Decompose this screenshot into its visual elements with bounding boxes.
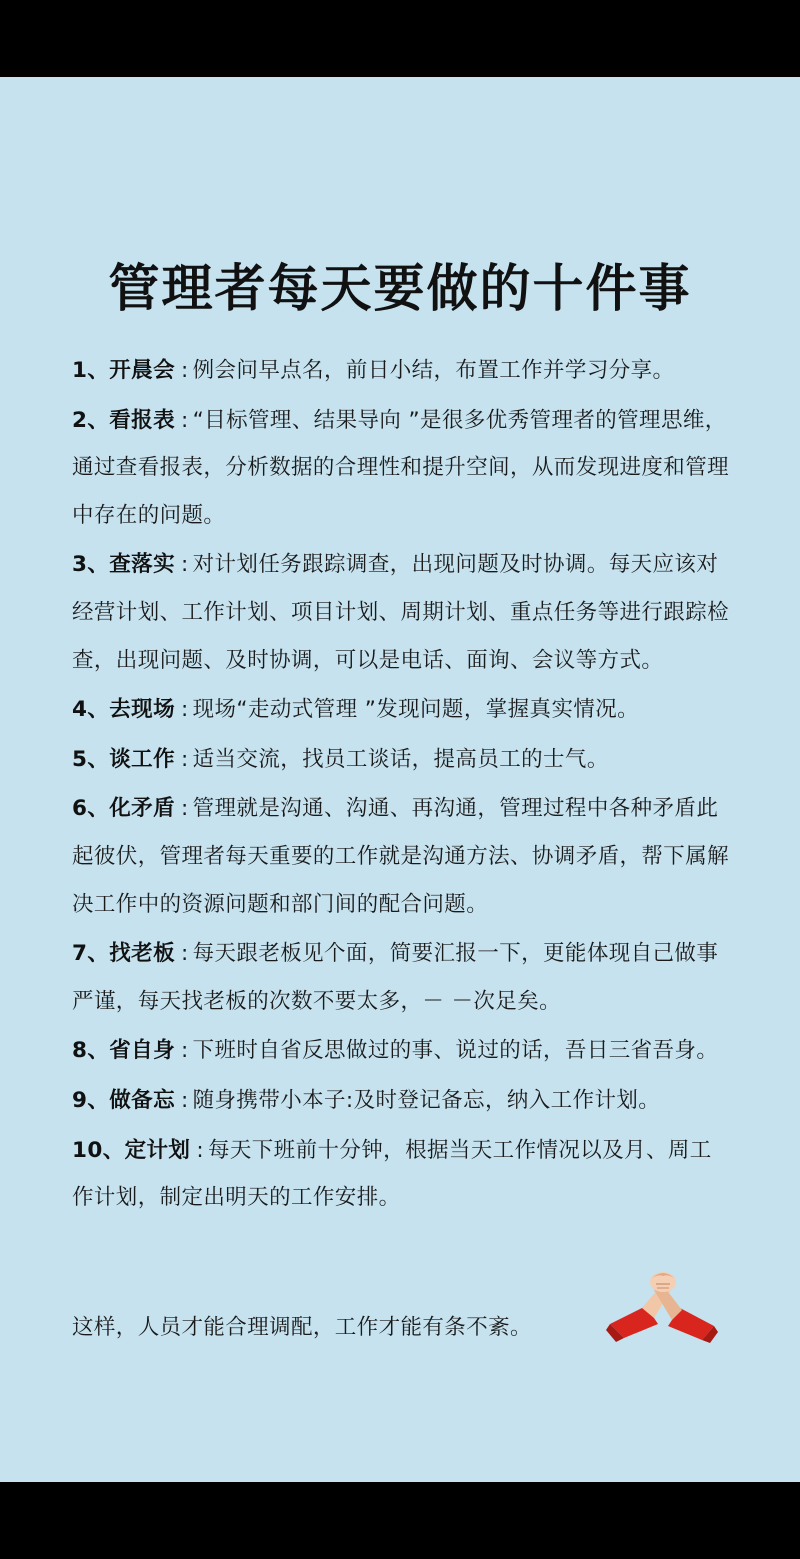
list-item: 4、去现场 : 现场“走动式管理 ”发现问题，掌握真实情况。 <box>72 697 640 723</box>
item-label: 开晨会 <box>109 358 175 383</box>
list-item: 7、找老板 : 每天跟老板见个面，简要汇报一下，更能体现自己做事严谨，每天找老板的次数不要太多，－ －次足矣。 <box>72 941 719 1014</box>
closing-sentence: 这样，人员才能合理调配，工作才能有条不紊。 <box>72 1315 532 1340</box>
item-number: 4、 <box>72 697 110 723</box>
item-text: 例会问早点名，前日小结，布置工作并学习分享。 <box>192 358 675 383</box>
item-number: 2、 <box>72 407 110 433</box>
item-text: 适当交流，找员工谈话，提高员工的士气。 <box>192 746 609 772</box>
list-item: 1、开晨会 : 例会问早点名，前日小结，布置工作并学习分享。 <box>72 358 675 383</box>
task-list <box>72 347 732 1224</box>
item-number: 9、 <box>72 1087 110 1113</box>
item-text: “目标管理、结果导向 ”是很多优秀管理者的管理思维，通过查看报表，分析数据的合理性和提升空间，从而发现进度和管理中存在的问题。 <box>72 407 730 528</box>
list-item: 3、查落实 : 对计划任务跟踪调查，出现问题及时协调。每天应该对经营计划、工作计划、项目计划、周期计划、重点任务等进行跟踪检查，出现问题、及时协调，可以是电话、面询、会议等方式。 <box>72 552 730 673</box>
item-label: 谈工作 <box>109 746 175 772</box>
item-label: 去现场 <box>109 697 175 723</box>
item-label: 做备忘 <box>109 1087 175 1113</box>
top-letterbox <box>0 0 800 77</box>
item-text: 对计划任务跟踪调查，出现问题及时协调。每天应该对经营计划、工作计划、项目计划、周期计划、重点任务等进行跟踪检查，出现问题、及时协调，可以是电话、面询、会议等方式。 <box>72 552 730 673</box>
item-number: 10、 <box>72 1137 125 1163</box>
item-text: 随身携带小本子:及时登记备忘，纳入工作计划。 <box>192 1087 661 1113</box>
item-number: 5、 <box>72 746 110 772</box>
list-item: 8、省自身 : 下班时自省反思做过的事、说过的话，吾日三省吾身。 <box>72 1038 719 1064</box>
list-item: 10、定计划 : 每天下班前十分钟，根据当天工作情况以及月、周工作计划，制定出明天的工作安排。 <box>72 1137 712 1211</box>
item-label: 化矛盾 <box>109 796 175 822</box>
item-text: 每天跟老板见个面，简要汇报一下，更能体现自己做事严谨，每天找老板的次数不要太多，－ －次足矣。 <box>72 941 719 1014</box>
item-number: 3、 <box>72 552 110 578</box>
page-title: 管理者每天要做的十件事 <box>108 260 692 319</box>
item-label: 定计划 <box>124 1137 191 1163</box>
item-label: 找老板 <box>109 941 175 967</box>
handshake-icon <box>606 1268 718 1344</box>
item-number: 1、 <box>72 358 110 383</box>
list-item: 6、化矛盾 : 管理就是沟通、沟通、再沟通，管理过程中各种矛盾此起彼伏，管理者每天重要的工作就是沟通方法、协调矛盾，帮下属解决工作中的资源问题和部门间的配合问题。 <box>72 796 730 917</box>
item-number: 8、 <box>72 1038 110 1064</box>
item-label: 省自身 <box>109 1038 175 1064</box>
list-item: 9、做备忘 : 随身携带小本子:及时登记备忘，纳入工作计划。 <box>72 1087 661 1113</box>
item-label: 看报表 <box>109 407 175 433</box>
item-number: 7、 <box>72 941 110 967</box>
list-item: 5、谈工作 : 适当交流，找员工谈话，提高员工的士气。 <box>72 746 609 772</box>
item-text: 管理就是沟通、沟通、再沟通，管理过程中各种矛盾此起彼伏，管理者每天重要的工作就是沟通方法、协调矛盾，帮下属解决工作中的资源问题和部门间的配合问题。 <box>72 796 730 917</box>
item-text: 每天下班前十分钟，根据当天工作情况以及月、周工作计划，制定出明天的工作安排。 <box>72 1137 712 1211</box>
bottom-letterbox <box>0 1482 800 1559</box>
item-label: 查落实 <box>109 552 175 578</box>
item-number: 6、 <box>72 796 110 822</box>
item-text: 下班时自省反思做过的事、说过的话，吾日三省吾身。 <box>192 1038 719 1064</box>
list-item: 2、看报表 : “目标管理、结果导向 ”是很多优秀管理者的管理思维，通过查看报表，分析数据的合理性和提升空间，从而发现进度和管理中存在的问题。 <box>72 407 730 528</box>
item-text: 现场“走动式管理 ”发现问题，掌握真实情况。 <box>192 697 640 723</box>
